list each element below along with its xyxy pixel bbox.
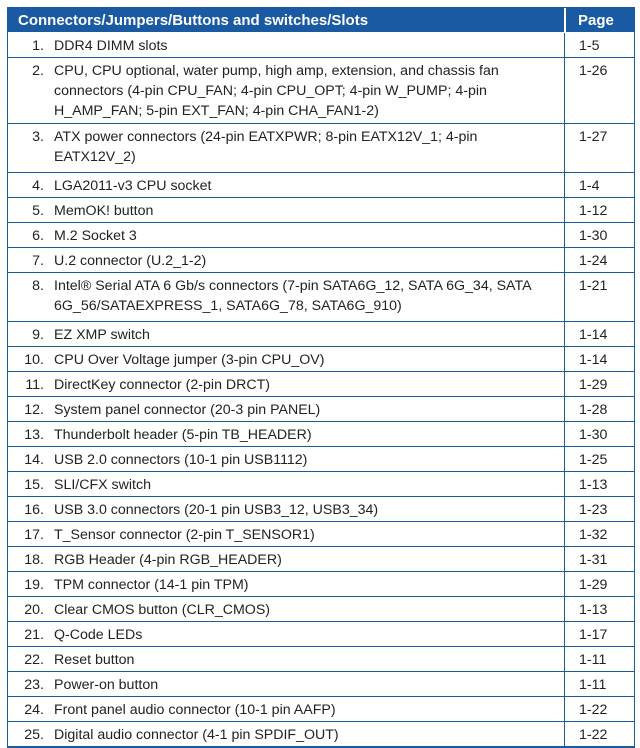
- row-description: T_Sensor connector (2-pin T_SENSOR1): [54, 522, 564, 547]
- connectors-table: [8, 8, 634, 747]
- row-description: DDR4 DIMM slots: [54, 33, 564, 58]
- table-row: [8, 547, 634, 572]
- table-row: [8, 223, 634, 248]
- row-number: 12.: [8, 397, 54, 422]
- row-number: 23.: [8, 672, 54, 697]
- table-row: [8, 622, 634, 647]
- table-row: [8, 422, 634, 447]
- table-row: [8, 397, 634, 422]
- row-page: 1-27: [564, 124, 634, 173]
- row-description: DirectKey connector (2-pin DRCT): [54, 372, 564, 397]
- row-page: 1-11: [564, 672, 634, 697]
- table-row: [8, 472, 634, 497]
- row-page: 1-30: [564, 422, 634, 447]
- connectors-table-frame: [7, 7, 635, 748]
- table-row: [8, 447, 634, 472]
- row-description: ATX power connectors (24-pin EATXPWR; 8-pin EATX12V_1; 4-pin EATX12V_2): [54, 124, 564, 173]
- row-description: Q-Code LEDs: [54, 622, 564, 647]
- row-page: 1-22: [564, 722, 634, 747]
- row-number: 5.: [8, 198, 54, 223]
- table-row: [8, 722, 634, 747]
- table-row: [8, 697, 634, 722]
- row-page: 1-14: [564, 322, 634, 347]
- table-row: [8, 597, 634, 622]
- header-page: Page: [564, 8, 634, 33]
- row-page: 1-32: [564, 522, 634, 547]
- row-description: Intel® Serial ATA 6 Gb/s connectors (7-pin SATA6G_12, SATA 6G_34, SATA 6G_56/SATAEXPRESS_1, SATA6G_78, SATA6G_910): [54, 273, 564, 322]
- row-page: 1-14: [564, 347, 634, 372]
- row-description: M.2 Socket 3: [54, 223, 564, 248]
- row-description: System panel connector (20-3 pin PANEL): [54, 397, 564, 422]
- row-page: 1-12: [564, 198, 634, 223]
- row-number: 15.: [8, 472, 54, 497]
- table-row: [8, 58, 634, 124]
- row-page: 1-13: [564, 597, 634, 622]
- row-description: RGB Header (4-pin RGB_HEADER): [54, 547, 564, 572]
- table-row: [8, 672, 634, 697]
- row-page: 1-31: [564, 547, 634, 572]
- row-description: Front panel audio connector (10-1 pin AAFP): [54, 697, 564, 722]
- table-row: [8, 497, 634, 522]
- table-row: [8, 33, 634, 58]
- row-number: 13.: [8, 422, 54, 447]
- row-page: 1-28: [564, 397, 634, 422]
- row-number: 8.: [8, 273, 54, 322]
- table-row: [8, 647, 634, 672]
- table-row: [8, 198, 634, 223]
- row-description: TPM connector (14-1 pin TPM): [54, 572, 564, 597]
- table-row: [8, 173, 634, 198]
- table-row: [8, 572, 634, 597]
- row-number: 4.: [8, 173, 54, 198]
- row-number: 3.: [8, 124, 54, 173]
- table-row: [8, 273, 634, 322]
- row-description: USB 3.0 connectors (20-1 pin USB3_12, USB3_34): [54, 497, 564, 522]
- row-description: Digital audio connector (4-1 pin SPDIF_OUT): [54, 722, 564, 747]
- row-number: 19.: [8, 572, 54, 597]
- row-number: 24.: [8, 697, 54, 722]
- table-row: [8, 124, 634, 173]
- table-header-row: [8, 8, 634, 33]
- row-page: 1-11: [564, 647, 634, 672]
- row-number: 16.: [8, 497, 54, 522]
- row-description: CPU, CPU optional, water pump, high amp, extension, and chassis fan connectors (4-pin CPU_FAN; 4-pin CPU_OPT; 4-pin W_PUMP; 4-pin H_AMP_FAN; 5-pin EXT_FAN; 4-pin CHA_FAN1-2): [54, 58, 564, 124]
- row-page: 1-24: [564, 248, 634, 273]
- row-number: 7.: [8, 248, 54, 273]
- row-page: 1-23: [564, 497, 634, 522]
- row-number: 17.: [8, 522, 54, 547]
- row-number: 20.: [8, 597, 54, 622]
- row-description: SLI/CFX switch: [54, 472, 564, 497]
- row-number: 10.: [8, 347, 54, 372]
- table-row: [8, 347, 634, 372]
- row-page: 1-4: [564, 173, 634, 198]
- row-description: MemOK! button: [54, 198, 564, 223]
- table-row: [8, 248, 634, 273]
- row-description: Thunderbolt header (5-pin TB_HEADER): [54, 422, 564, 447]
- row-description: USB 2.0 connectors (10-1 pin USB1112): [54, 447, 564, 472]
- row-page: 1-25: [564, 447, 634, 472]
- table-row: [8, 322, 634, 347]
- row-number: 11.: [8, 372, 54, 397]
- row-description: Power-on button: [54, 672, 564, 697]
- row-page: 1-30: [564, 223, 634, 248]
- row-number: 22.: [8, 647, 54, 672]
- row-number: 1.: [8, 33, 54, 58]
- row-page: 1-17: [564, 622, 634, 647]
- row-number: 21.: [8, 622, 54, 647]
- row-page: 1-5: [564, 33, 634, 58]
- table-body: [8, 33, 634, 747]
- row-number: 25.: [8, 722, 54, 747]
- table-row: [8, 372, 634, 397]
- row-number: 14.: [8, 447, 54, 472]
- row-number: 6.: [8, 223, 54, 248]
- row-description: EZ XMP switch: [54, 322, 564, 347]
- row-description: U.2 connector (U.2_1-2): [54, 248, 564, 273]
- row-number: 18.: [8, 547, 54, 572]
- row-page: 1-13: [564, 472, 634, 497]
- row-page: 1-21: [564, 273, 634, 322]
- row-description: Reset button: [54, 647, 564, 672]
- header-connectors: Connectors/Jumpers/Buttons and switches/Slots: [8, 8, 564, 33]
- row-page: 1-29: [564, 372, 634, 397]
- row-page: 1-29: [564, 572, 634, 597]
- row-page: 1-26: [564, 58, 634, 124]
- row-description: CPU Over Voltage jumper (3-pin CPU_OV): [54, 347, 564, 372]
- row-number: 9.: [8, 322, 54, 347]
- row-number: 2.: [8, 58, 54, 124]
- row-page: 1-22: [564, 697, 634, 722]
- row-description: LGA2011-v3 CPU socket: [54, 173, 564, 198]
- row-description: Clear CMOS button (CLR_CMOS): [54, 597, 564, 622]
- table-row: [8, 522, 634, 547]
